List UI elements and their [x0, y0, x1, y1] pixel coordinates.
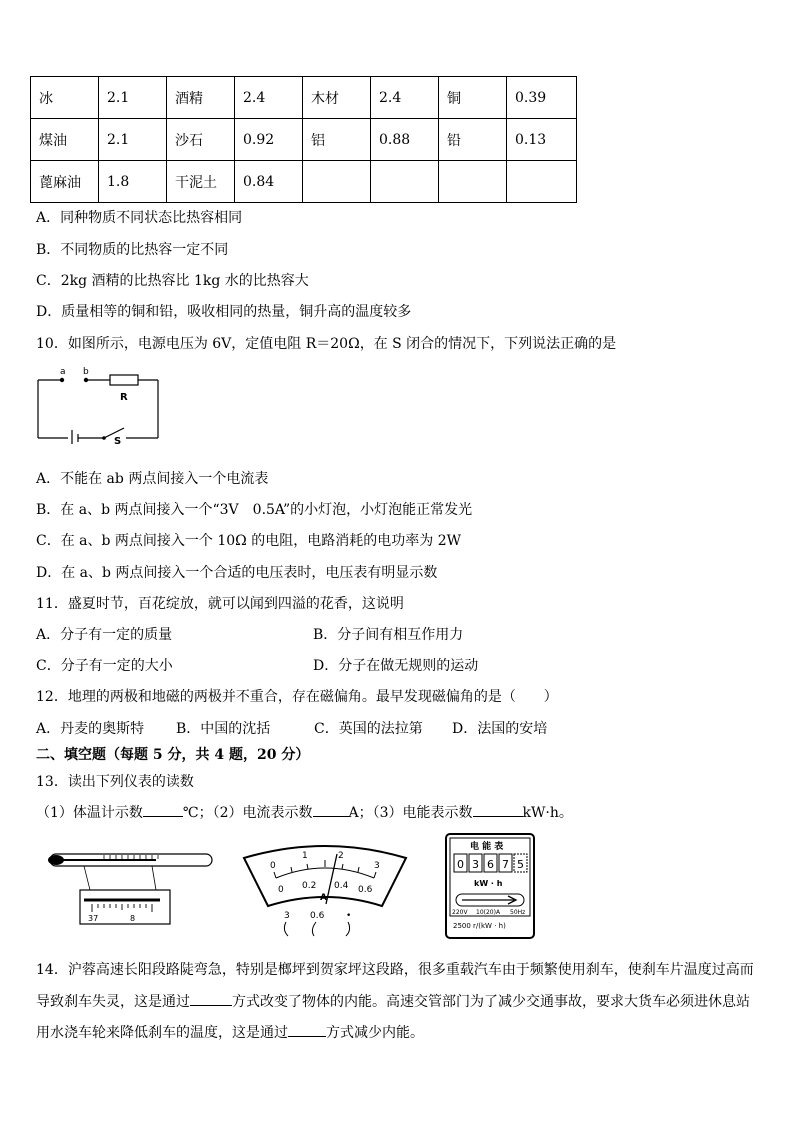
- table-cell: 0.92: [235, 119, 303, 161]
- table-cell: 蓖麻油: [31, 161, 99, 203]
- meter-digit-5: 5: [517, 858, 524, 871]
- table-cell: 煤油: [31, 119, 99, 161]
- ammeter-unit: A: [320, 893, 327, 903]
- table-cell: 沙石: [167, 119, 235, 161]
- table-cell: [303, 161, 371, 203]
- table-cell: 0.88: [371, 119, 439, 161]
- q12-option-b: B．中国的沈括: [176, 721, 271, 737]
- q9-option-c: C．2kg 酒精的比热容比 1kg 水的比热容大: [36, 273, 309, 289]
- table-cell: [371, 161, 439, 203]
- specific-heat-table: [30, 76, 577, 203]
- table-cell: 冰: [31, 77, 99, 119]
- scale-bottom-0.6: 0.6: [358, 885, 373, 895]
- table-row: [31, 119, 577, 161]
- table-cell: 干泥土: [167, 161, 235, 203]
- energy-meter-figure: [444, 832, 536, 940]
- q13-part2: ℃；（2）电流表示数: [182, 805, 313, 821]
- q10-stem: 10．如图所示，电源电压为 6V，定值电阻 R＝20Ω，在 S 闭合的情况下，下列说法正确的是: [36, 336, 617, 352]
- scale-top-0: 0: [270, 861, 276, 871]
- terminal-0.6-label: 0.6: [310, 911, 325, 921]
- q10-option-a: A．不能在 ab 两点间接入一个电流表: [36, 471, 269, 487]
- thermo-label-8: 8: [130, 914, 136, 923]
- q14-line-2-b: 方式改变了物体的内能。高速交管部门为了减少交通事故，要求大货车必须进休息站: [232, 994, 750, 1010]
- table-cell: 0.84: [235, 161, 303, 203]
- meter-title: 电 能 表: [470, 842, 504, 852]
- table-cell: 酒精: [167, 77, 235, 119]
- table-cell: 木材: [303, 77, 371, 119]
- circuit-diagram: [34, 364, 174, 444]
- q11-option-b: B．分子间有相互作用力: [313, 627, 464, 643]
- meter-digit-4: 7: [502, 858, 509, 871]
- q9-option-d: D．质量相等的铜和铅，吸收相同的热量，铜升高的温度较多: [36, 304, 412, 320]
- meter-spec-current: 10(20)A: [476, 909, 501, 916]
- table-cell: [507, 161, 577, 203]
- meter-digit-2: 3: [472, 858, 479, 871]
- q10-option-b: B．在 a、b 两点间接入一个“3V 0.5A”的小灯泡，小灯泡能正常发光: [36, 502, 473, 518]
- q14-line-2-a: 导致刹车失灵，这是通过: [36, 994, 190, 1010]
- answer-blank[interactable]: [313, 802, 349, 817]
- q11-option-a: A．分子有一定的质量: [36, 627, 173, 643]
- meter-spec-revs: 2500 r/(kW · h): [453, 922, 506, 930]
- meter-spec-frequency: 50Hz: [510, 909, 526, 916]
- table-cell: 2.1: [99, 77, 167, 119]
- terminal-a-label: a: [60, 367, 66, 377]
- q13-part4: kW·h。: [522, 805, 573, 821]
- section-heading: 二、填空题（每题 5 分，共 4 题，20 分）: [36, 747, 310, 763]
- meter-digit-3: 6: [487, 858, 494, 871]
- table-cell: 0.39: [507, 77, 577, 119]
- meter-spec-voltage: 220V: [452, 909, 468, 916]
- q10-option-c: C．在 a、b 两点间接入一个 10Ω 的电阻，电路消耗的电功率为 2W: [36, 533, 461, 549]
- q13-prompt: [36, 802, 573, 823]
- terminal-minus-label: •: [346, 911, 352, 921]
- q9-option-b: B．不同物质的比热容一定不同: [36, 242, 229, 258]
- table-cell: 2.4: [371, 77, 439, 119]
- resistor-label: R: [120, 392, 128, 403]
- q13-part1: （1）体温计示数: [36, 805, 143, 821]
- q13-stem: 13．读出下列仪表的读数: [36, 774, 194, 790]
- scale-top-3: 3: [374, 861, 380, 871]
- q14-line-3-a: 用水浇车轮来降低刹车的温度，这是通过: [36, 1025, 288, 1041]
- table-cell: 0.13: [507, 119, 577, 161]
- table-cell: 铜: [439, 77, 507, 119]
- table-cell: 铅: [439, 119, 507, 161]
- q9-option-a: A．同种物质不同状态比热容相同: [36, 210, 243, 226]
- q11-option-c: C．分子有一定的大小: [36, 658, 173, 674]
- q12-option-a: A．丹麦的奥斯特: [36, 721, 145, 737]
- q11-stem: 11．盛夏时节，百花绽放，就可以闻到四溢的花香，这说明: [36, 596, 404, 612]
- scale-bottom-0: 0: [278, 885, 284, 895]
- q12-option-c: C．英国的法拉第: [314, 721, 423, 737]
- answer-blank[interactable]: [288, 1022, 326, 1037]
- meter-digit-1: 0: [457, 858, 464, 871]
- meter-unit: kW · h: [474, 879, 503, 888]
- q14-line-3-b: 方式减少内能。: [326, 1025, 424, 1041]
- scale-top-1: 1: [302, 851, 308, 861]
- scale-top-2: 2: [338, 851, 344, 861]
- q12-stem: 12．地理的两极和地磁的两极并不重合，存在磁偏角。最早发现磁偏角的是（ ）: [36, 689, 558, 705]
- scale-bottom-0.4: 0.4: [334, 881, 349, 891]
- answer-blank[interactable]: [190, 991, 232, 1006]
- table-cell: 铝: [303, 119, 371, 161]
- q10-option-d: D．在 a、b 两点间接入一个合适的电压表时，电压表有明显示数: [36, 565, 438, 581]
- scale-bottom-0.2: 0.2: [302, 881, 317, 891]
- table-cell: 2.4: [235, 77, 303, 119]
- q13-part3: A；（3）电能表示数: [348, 805, 473, 821]
- q14-line-2: [36, 991, 750, 1012]
- thermometer-figure: [44, 850, 220, 928]
- answer-blank[interactable]: [473, 802, 523, 817]
- switch-label: S: [114, 436, 122, 444]
- table-cell: 1.8: [99, 161, 167, 203]
- q12-option-d: D．法国的安培: [452, 721, 548, 737]
- answer-blank[interactable]: [143, 802, 183, 817]
- q14-line-3: [36, 1022, 424, 1043]
- terminal-3-label: 3: [284, 911, 290, 921]
- terminal-b-label: b: [83, 367, 89, 377]
- q14-line-1: 14．沪蓉高速长阳段路陡弯急，特别是榔坪到贺家坪这段路，很多重载汽车由于频繁使用刹车，使刹车片温度过高而: [36, 962, 754, 978]
- table-cell: 2.1: [99, 119, 167, 161]
- thermo-label-37: 37: [88, 914, 99, 923]
- ammeter-figure: [240, 838, 410, 938]
- table-row: [31, 161, 577, 203]
- table-row: [31, 77, 577, 119]
- table-cell: [439, 161, 507, 203]
- q11-option-d: D．分子在做无规则的运动: [313, 658, 479, 674]
